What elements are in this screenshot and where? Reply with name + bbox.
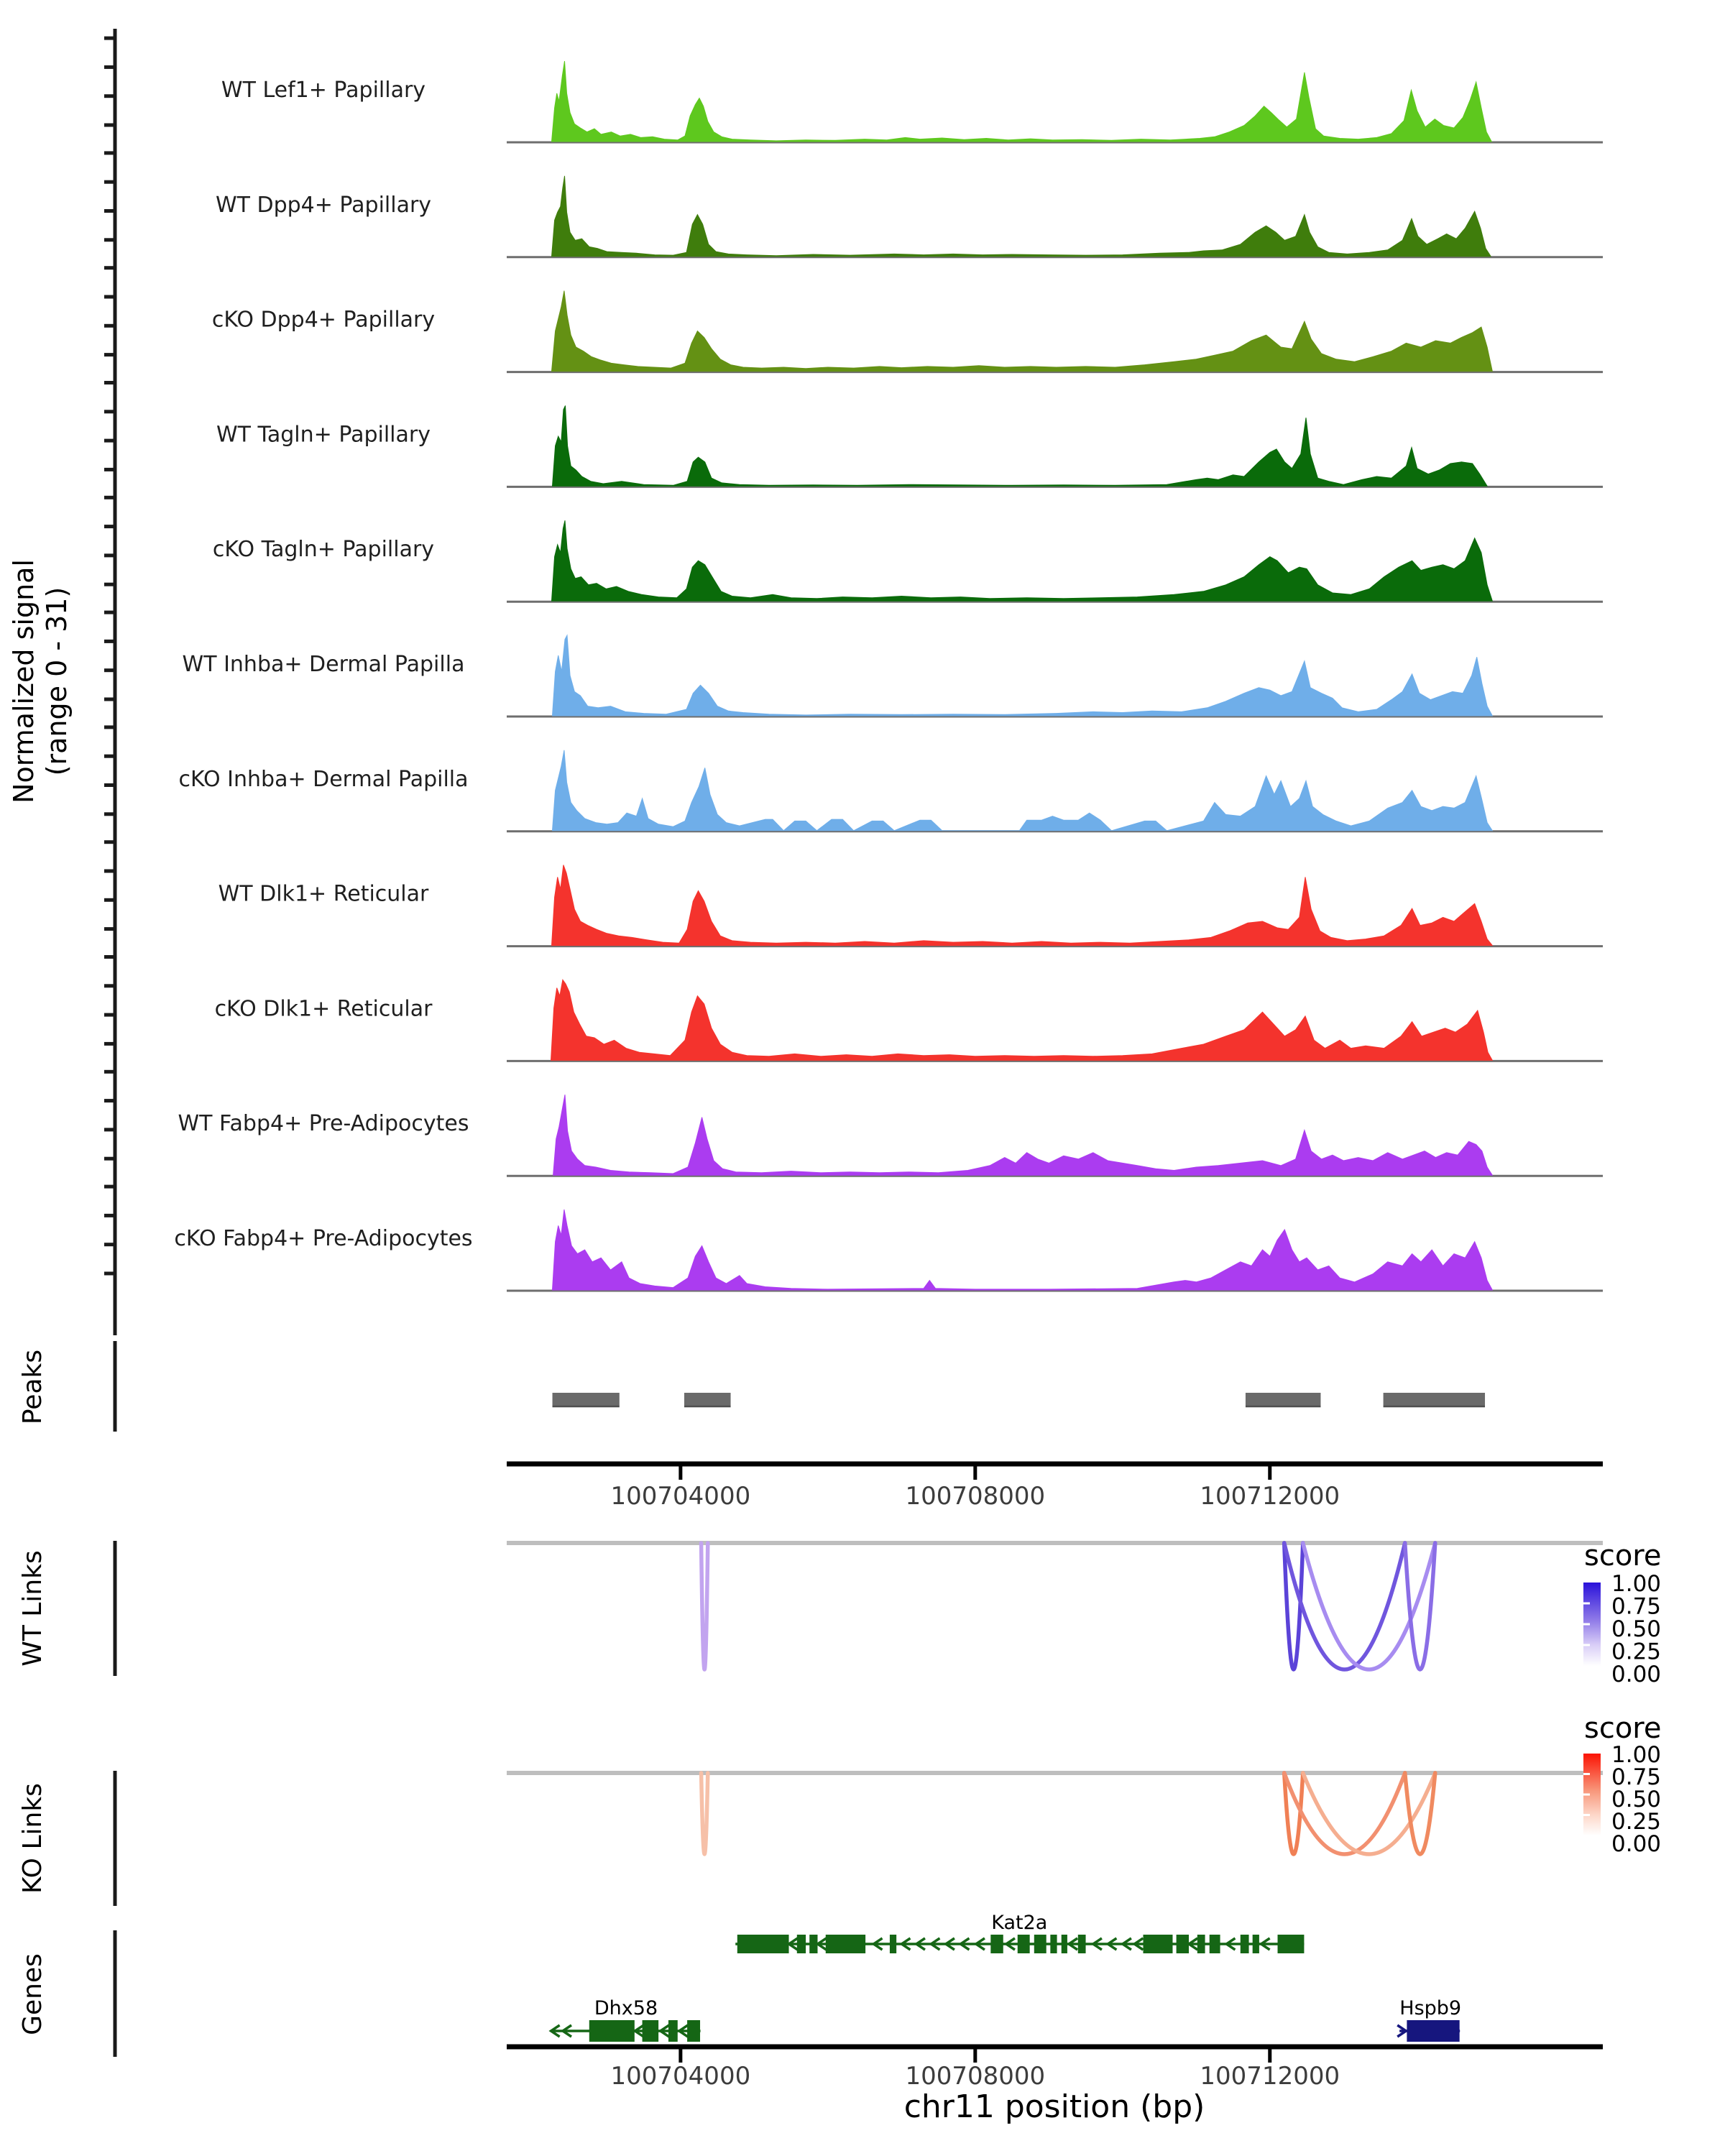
legend-tick-label: 1.00: [1611, 1571, 1662, 1597]
legend-tick-label: 0.50: [1611, 1616, 1662, 1642]
link-arc: [702, 1773, 708, 1854]
y-axis-label-line2: (range 0 - 31): [41, 586, 73, 776]
gene-name-label: Kat2a: [991, 1912, 1048, 1934]
genome-axis-tick-label: 100704000: [610, 2062, 751, 2091]
signal-track-row: [104, 268, 1603, 372]
gene-exon: [1062, 1935, 1067, 1953]
track-label: WT Dlk1+ Reticular: [218, 881, 429, 907]
signal-area: [553, 635, 1493, 716]
track-label: WT Tagln+ Papillary: [216, 422, 431, 448]
ko-links-row-label: KO Links: [18, 1783, 47, 1894]
signal-area: [553, 1210, 1493, 1290]
signal-track-row: [104, 957, 1603, 1061]
genome-axis-tick-label: 100708000: [905, 2062, 1046, 2091]
gene-exon: [797, 1935, 806, 1953]
signal-track-row: [104, 727, 1603, 831]
gene-exon: [1197, 1935, 1205, 1953]
signal-track-row: [104, 497, 1603, 602]
genes-row-label: Genes: [18, 1953, 47, 2035]
genome-axis-tick-label: 100708000: [905, 1482, 1046, 1511]
gene-exon: [1143, 1935, 1172, 1953]
legend-tick-label: 0.25: [1611, 1809, 1662, 1835]
legend-tick-label: 0.00: [1611, 1662, 1662, 1687]
track-label: cKO Tagln+ Papillary: [212, 537, 435, 563]
gene-model: [735, 1912, 1304, 1953]
wt-links-row-label: WT Links: [18, 1550, 47, 1667]
genome-axis-tick-label: 100704000: [610, 1482, 751, 1511]
gene-exon: [643, 2020, 659, 2042]
peak-rect: [1384, 1393, 1485, 1406]
gene-exon: [1050, 1935, 1057, 1953]
track-label: WT Fabp4+ Pre-Adipocytes: [178, 1111, 469, 1137]
gene-exon: [990, 1935, 1003, 1953]
track-label: WT Inhba+ Dermal Papilla: [182, 652, 465, 677]
gene-exon: [809, 1935, 817, 1953]
gene-exon: [668, 2020, 678, 2042]
signal-track-row: [104, 1187, 1603, 1291]
gene-exon: [687, 2020, 700, 2042]
gene-exon: [1278, 1935, 1305, 1953]
signal-area: [553, 1095, 1493, 1175]
signal-area: [552, 291, 1493, 372]
gene-exon: [1407, 2020, 1459, 2042]
track-label: WT Lef1+ Papillary: [221, 78, 426, 103]
track-label: WT Dpp4+ Papillary: [215, 192, 432, 218]
gene-exon: [826, 1935, 865, 1953]
signal-track-row: [104, 842, 1603, 946]
peaks-row-label: Peaks: [18, 1349, 47, 1425]
signal-track-row: [104, 383, 1603, 487]
signal-track-row: [104, 153, 1603, 257]
gene-exon: [1018, 1935, 1030, 1953]
genome-axis-tick-label: 100712000: [1200, 2062, 1340, 2091]
signal-area: [552, 61, 1492, 142]
gene-name-label: Dhx58: [594, 1997, 658, 2019]
ko-score-legend-title: score: [1584, 1712, 1662, 1745]
signal-track-row: [104, 38, 1603, 142]
gene-exon: [1034, 1935, 1046, 1953]
y-axis-label-line1: Normalized signal: [8, 559, 40, 803]
gene-exon: [589, 2020, 635, 2042]
peaks-layer: [115, 1341, 1485, 1432]
track-label: cKO Fabp4+ Pre-Adipocytes: [174, 1226, 473, 1251]
link-arc: [702, 1543, 708, 1669]
peak-rect: [553, 1393, 620, 1406]
legend-tick-label: 1.00: [1611, 1742, 1662, 1768]
legend-tick-label: 0.00: [1611, 1831, 1662, 1857]
x-axis-title: chr11 position (bp): [903, 2088, 1205, 2125]
gene-exon: [1177, 1935, 1189, 1953]
signal-tracks-layer: [104, 29, 1603, 1335]
gene-exon: [1210, 1935, 1220, 1953]
signal-area: [552, 520, 1493, 601]
legend-tick-label: 0.25: [1611, 1639, 1662, 1665]
legend-tick-label: 0.75: [1611, 1593, 1662, 1620]
gene-exon: [1253, 1935, 1259, 1953]
genome-axis-tick-label: 100712000: [1200, 1482, 1340, 1511]
signal-track-row: [104, 612, 1603, 717]
genes-layer: [115, 1912, 1461, 2057]
signal-area: [553, 405, 1488, 486]
track-label: cKO Dlk1+ Reticular: [214, 996, 433, 1022]
links-layer: [115, 1541, 1661, 1906]
gene-exon: [737, 1935, 789, 1953]
track-label: cKO Dpp4+ Papillary: [211, 307, 436, 333]
legend-tick-label: 0.50: [1611, 1787, 1662, 1812]
signal-track-row: [104, 1072, 1603, 1176]
gene-model: [551, 1997, 701, 2042]
gene-exon: [890, 1935, 896, 1953]
gene-name-label: Hspb9: [1399, 1997, 1462, 2019]
signal-area: [553, 750, 1493, 831]
legend-tick-label: 0.75: [1611, 1764, 1662, 1790]
wt-score-legend-title: score: [1584, 1539, 1662, 1572]
signal-area: [552, 865, 1493, 946]
signal-area: [551, 980, 1493, 1060]
gene-exon: [1241, 1935, 1249, 1953]
track-label: cKO Inhba+ Dermal Papilla: [178, 766, 469, 792]
peak-rect: [684, 1393, 731, 1406]
gene-exon: [1078, 1935, 1086, 1953]
gene-model: [1397, 1997, 1461, 2042]
signal-area: [552, 176, 1491, 257]
peak-rect: [1246, 1393, 1321, 1406]
